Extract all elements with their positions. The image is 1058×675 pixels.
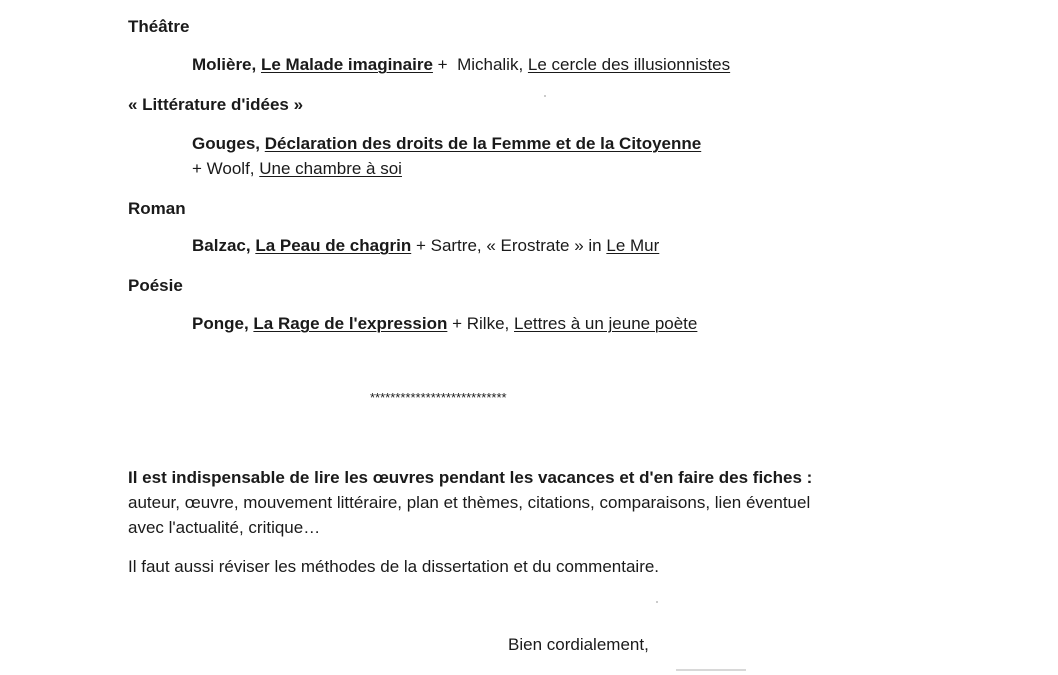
work-title: Une chambre à soi: [259, 159, 402, 178]
reading-line-gouges: [192, 134, 701, 154]
section-heading-roman: Roman: [128, 199, 186, 218]
section-heading-poesie: Poésie: [128, 276, 183, 295]
work-title: Le Malade imaginaire: [260, 55, 433, 74]
work-title: La Peau de chagrin: [255, 236, 412, 255]
author: Gouges,: [192, 134, 261, 153]
notes-line: auteur, œuvre, mouvement littéraire, plan et thèmes, citations, comparaisons, lien éventuel: [128, 493, 811, 512]
join-text: + Woolf,: [192, 159, 255, 178]
work-title: Le cercle des illusionnistes: [527, 55, 731, 74]
work-title: Lettres à un jeune poète: [514, 314, 698, 333]
author: Ponge,: [192, 314, 249, 333]
asterisk-separator: ***************************: [370, 390, 507, 405]
reading-line-balzac: [192, 236, 659, 256]
scan-speck: [656, 601, 658, 603]
reading-line-theatre: [192, 55, 730, 75]
work-title: La Rage de l'expression: [253, 314, 448, 333]
author: Michalik,: [457, 55, 524, 74]
section-heading-theatre: Théâtre: [128, 17, 190, 36]
work-title: Le Mur: [606, 236, 660, 255]
notes-line: Il faut aussi réviser les méthodes de la dissertation et du commentaire.: [128, 557, 660, 576]
reading-line-woolf: [192, 159, 402, 179]
join-text: + Sartre, « Erostrate » in: [415, 236, 602, 255]
reading-line-ponge: [192, 314, 697, 334]
signature-trace: [676, 669, 746, 671]
work-title: Déclaration des droits de la Femme et de la Citoyenne: [264, 134, 702, 153]
closing-salutation: Bien cordialement,: [508, 635, 649, 654]
author: Balzac,: [192, 236, 251, 255]
notes-line: avec l'actualité, critique…: [128, 518, 321, 537]
author: Molière,: [192, 55, 257, 74]
join-text: +: [437, 55, 448, 74]
scan-speck: [544, 95, 546, 97]
join-text: + Rilke,: [452, 314, 510, 333]
notes-bold-line: Il est indispensable de lire les œuvres pendant les vacances et d'en faire des fiches :: [128, 468, 813, 487]
section-heading-litterature-idees: « Littérature d'idées »: [128, 95, 304, 114]
